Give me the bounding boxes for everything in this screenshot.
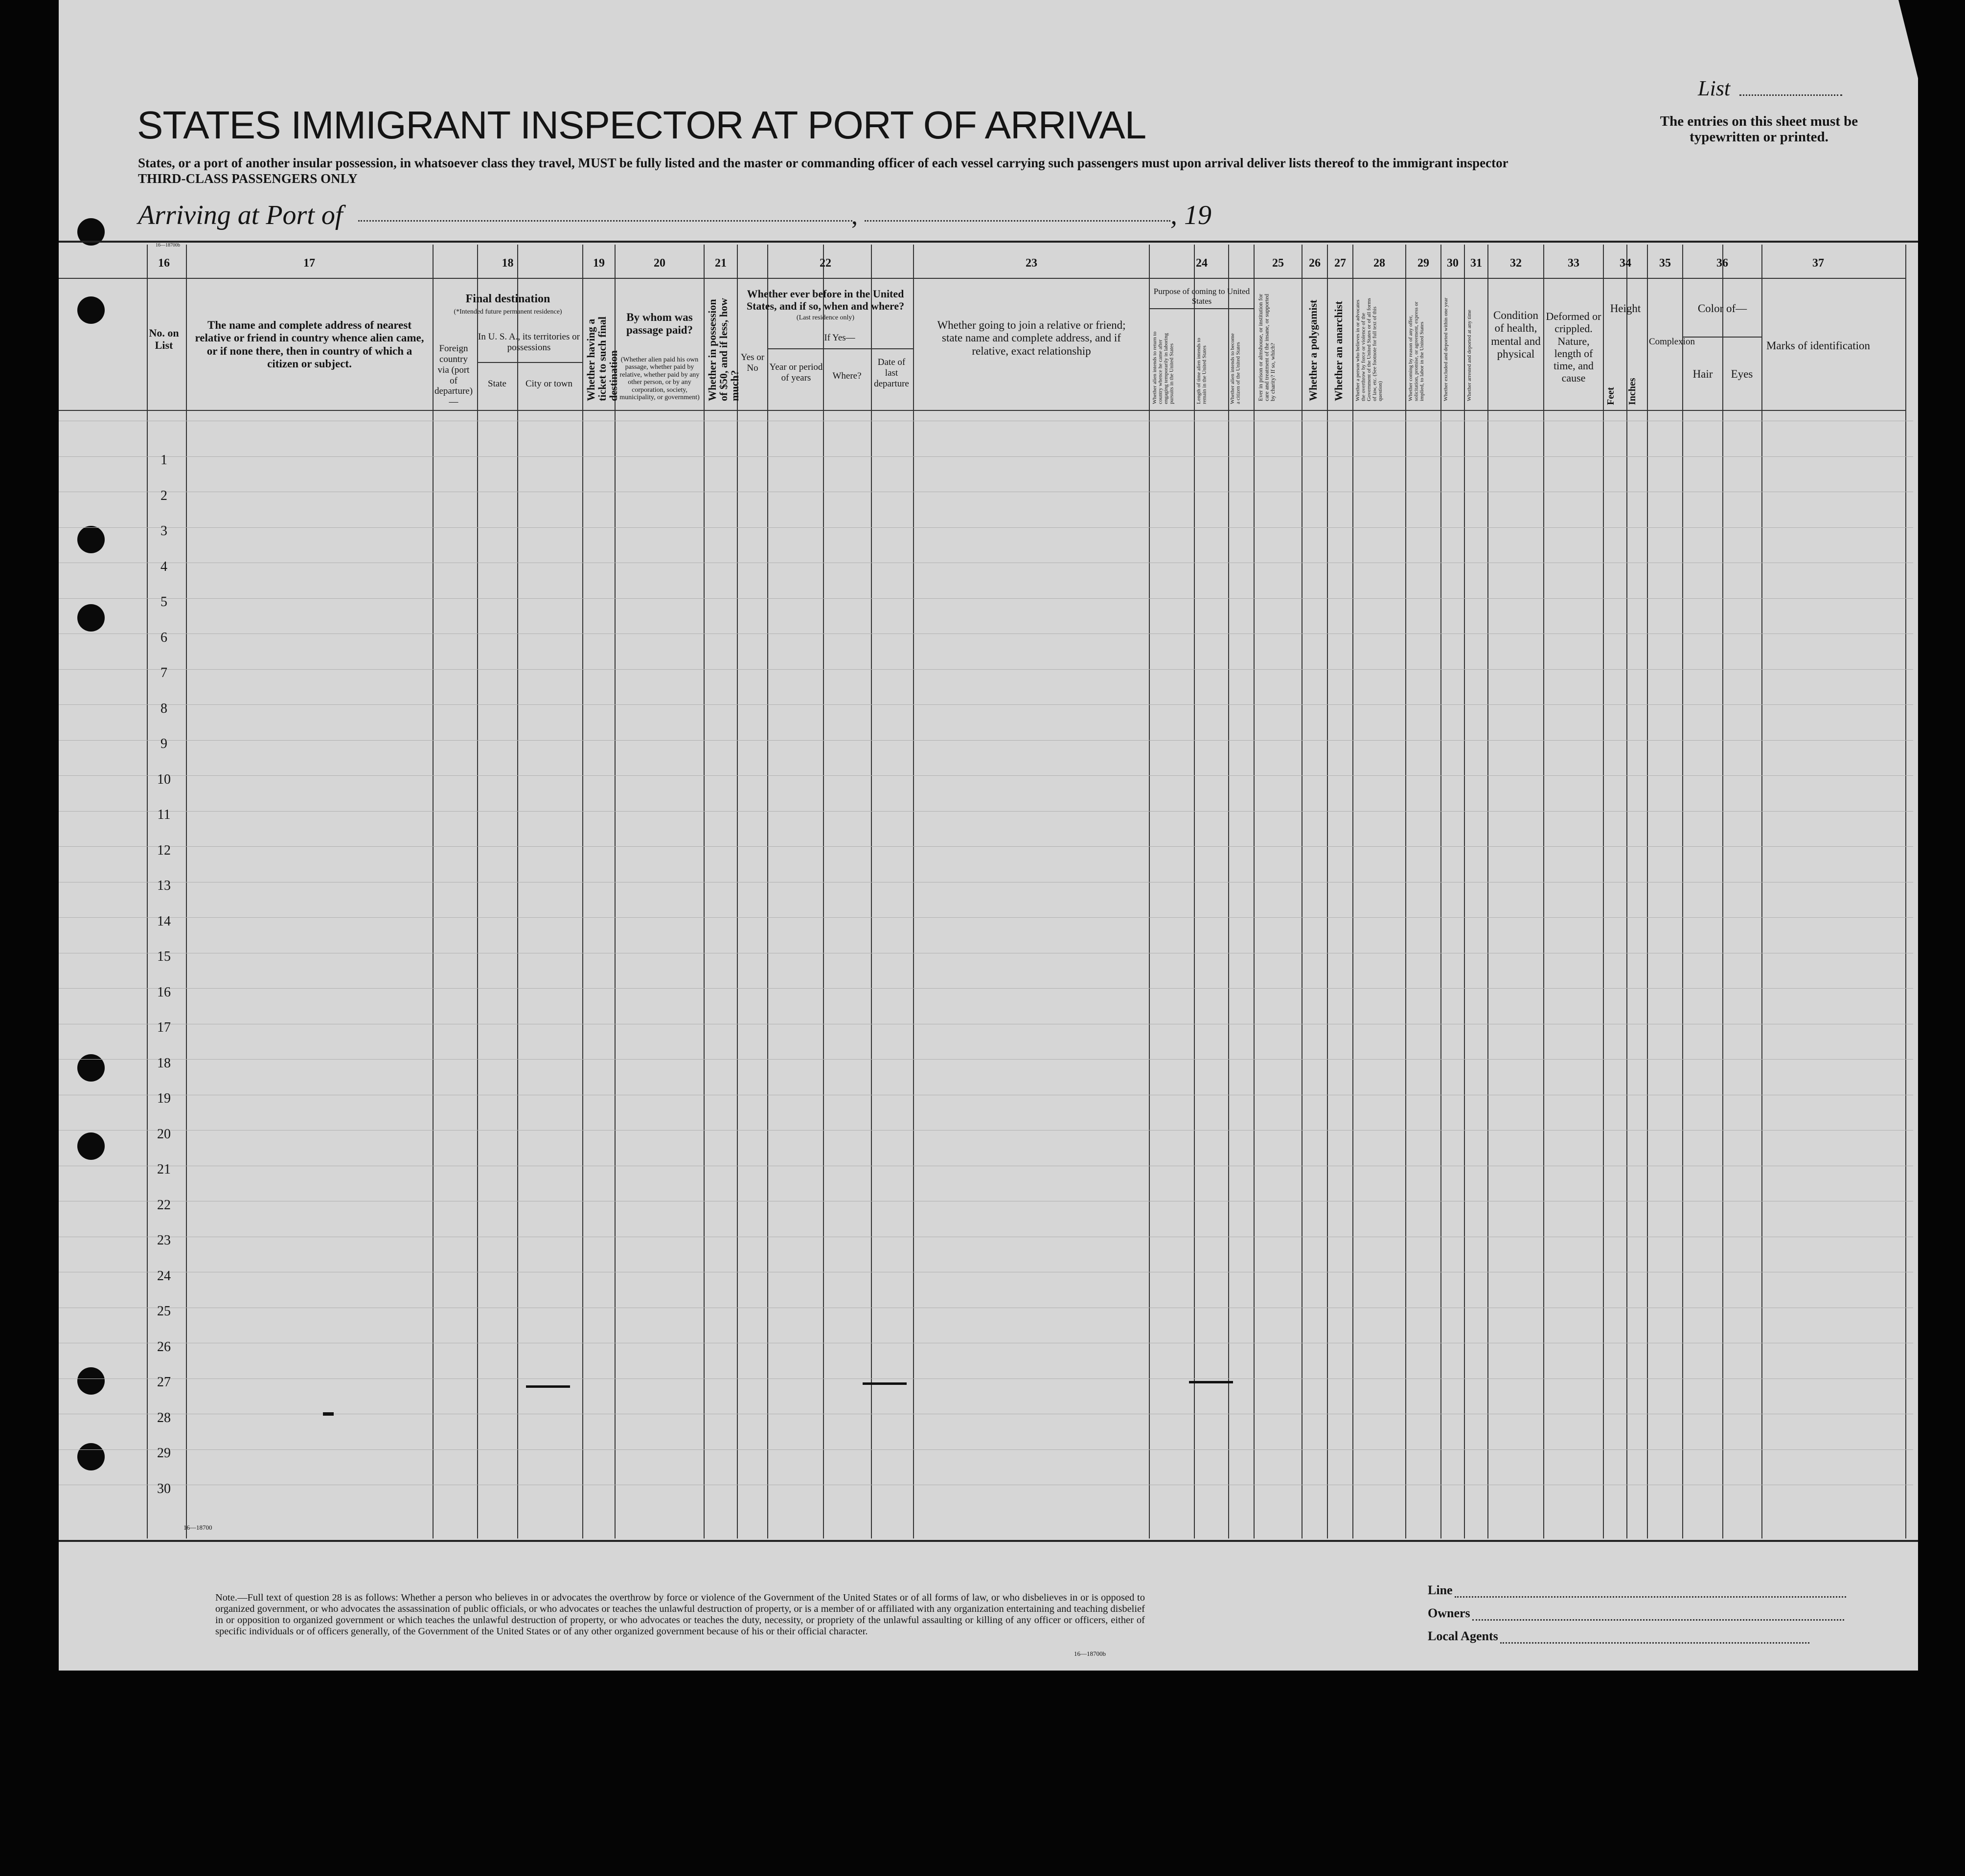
row-number: 28	[157, 1410, 171, 1425]
bottom-rule	[59, 1540, 1918, 1542]
col-25-header: Ever in prison or almshouse, or institution for care and treatment of the insane, or supported by charity? If so, which?	[1257, 294, 1277, 401]
row-number: 15	[157, 949, 171, 964]
col-30-num: 30	[1447, 257, 1459, 270]
passenger-class-label: THIRD-CLASS PASSENGERS ONLY	[138, 171, 358, 186]
row-number: 23	[157, 1233, 171, 1248]
row-number: 6	[160, 630, 167, 645]
col-22-subheader: (Last residence only)	[796, 314, 855, 321]
row-number: 3	[160, 523, 167, 539]
page-title: STATES IMMIGRANT INSPECTOR AT PORT OF ARRIVAL	[137, 103, 1146, 147]
col-22-date-header: Date of last departure	[874, 357, 909, 389]
binder-hole-icon	[77, 296, 105, 324]
date-field[interactable]	[865, 220, 1170, 222]
col-26-header: Whether a polygamist	[1307, 299, 1319, 401]
list-label: List	[1698, 76, 1731, 100]
row-number: 29	[157, 1446, 171, 1461]
row-number: 14	[157, 913, 171, 929]
col-34-num: 34	[1620, 257, 1631, 270]
row-number: 11	[157, 807, 171, 822]
line-label: Line	[1428, 1583, 1453, 1597]
col-21-num: 21	[715, 257, 727, 270]
col-33-num: 33	[1568, 257, 1579, 270]
row-number: 8	[160, 701, 167, 716]
col-21-header: Whether in possession of $50, and if less, how much?	[706, 298, 741, 401]
row-number: 13	[157, 878, 171, 893]
row-number: 19	[157, 1091, 171, 1106]
col-37-header: Marks of identification	[1766, 339, 1871, 352]
col-22-header: Whether ever before in the United States, and if so, when and where?	[746, 288, 905, 313]
col-19-num: 19	[593, 257, 605, 270]
col-32-header: Condition of health, mental and physical	[1491, 309, 1541, 361]
row-number: 12	[157, 842, 171, 858]
torn-corner	[1898, 0, 1918, 78]
col-23-header: Whether going to join a relative or friend; state name and complete address, and if relative, exact relationship	[937, 319, 1126, 357]
binder-hole-icon	[77, 1132, 105, 1160]
row-number: 27	[157, 1375, 171, 1390]
form-code-top: 16—18700b	[156, 243, 180, 248]
arriving-year: , 19	[1170, 200, 1211, 230]
col-20-subheader: (Whether alien paid his own passage, whether paid by relative, whether paid by any other person, or by any corporation, society, municipality, or government)	[619, 356, 700, 401]
row-number: 17	[157, 1020, 171, 1035]
col-18-subheader: (*Intended future permanent residence)	[454, 308, 562, 316]
col-18-num: 18	[502, 257, 514, 270]
col-22-num: 22	[820, 257, 831, 270]
arriving-comma: ,	[851, 202, 858, 230]
arriving-label: Arriving at Port of	[138, 200, 343, 230]
col-24-c-header: Whether alien intends to become a citizen of the United States	[1230, 333, 1241, 404]
owners-signature-row	[1428, 1606, 1844, 1621]
row-number: 5	[160, 594, 167, 610]
agents-field[interactable]	[1500, 1642, 1809, 1644]
pen-mark	[323, 1412, 334, 1416]
col-20-num: 20	[654, 257, 665, 270]
col-34-header: Height	[1610, 302, 1641, 315]
col-24-a-header: Whether alien intends to return to country whence he came after engaging temporarily in laboring pursuits in the United States	[1152, 331, 1175, 404]
col-18-city-header: City or town	[525, 379, 573, 389]
row-number: 16	[157, 984, 171, 1000]
row-number: 10	[157, 771, 171, 787]
line-field[interactable]	[1455, 1596, 1846, 1598]
binder-hole-icon	[77, 1443, 105, 1470]
row-number: 18	[157, 1055, 171, 1071]
col-18-usa-header: In U. S. A., its territories or possessions	[478, 332, 580, 353]
owners-label: Owners	[1428, 1606, 1470, 1620]
binder-hole-icon	[77, 526, 105, 553]
entries-note: The entries on this sheet must be typewritten or printed.	[1660, 113, 1858, 145]
col-19-header: Whether having a ticket to such final destination	[585, 316, 620, 401]
col-28-num: 28	[1373, 257, 1385, 270]
col-27-header: Whether an anarchist	[1332, 301, 1345, 401]
pen-mark	[863, 1382, 907, 1385]
col-30-header: Whether excluded and deported within one year	[1443, 297, 1449, 401]
manifest-sheet	[59, 0, 1918, 1671]
row-number: 25	[157, 1304, 171, 1319]
col-33-header: Deformed or crippled. Nature, length of time, and cause	[1546, 310, 1601, 384]
row-number: 20	[157, 1126, 171, 1142]
binder-hole-icon	[77, 604, 105, 632]
col-20-header: By whom was passage paid?	[626, 311, 693, 337]
col-34-inches-header: Inches	[1627, 378, 1638, 405]
col-17-num: 17	[303, 257, 315, 270]
col-22-ifyes-header: If Yes—	[824, 333, 855, 343]
col-18-header: Final destination	[465, 293, 550, 305]
col-35-header: Complexion	[1649, 337, 1695, 347]
row-number: 22	[157, 1197, 171, 1213]
col-17-header: The name and complete address of nearest relative or friend in country whence alien came, or if none there, then in country of which a citizen or subject.	[195, 319, 424, 370]
col-36-num: 36	[1716, 257, 1728, 270]
row-number: 1	[160, 452, 167, 468]
col-36-hair-header: Hair	[1692, 368, 1713, 380]
form-code: 16—18700	[183, 1524, 212, 1531]
col-24-b-header: Length of time alien intends to remain in the United States	[1196, 338, 1208, 404]
col-22-yesno-header: Yes or No	[740, 352, 765, 373]
col-29-num: 29	[1417, 257, 1429, 270]
port-field[interactable]	[358, 220, 852, 222]
binder-hole-icon	[77, 1054, 105, 1082]
col-36-header: Color of—	[1697, 302, 1747, 315]
col-18-state-header: State	[488, 379, 506, 389]
row-number: 21	[157, 1162, 171, 1177]
row-number: 9	[160, 736, 167, 751]
col-24-header: Purpose of coming to United States	[1153, 287, 1250, 306]
col-24-num: 24	[1196, 257, 1208, 270]
agents-label: Local Agents	[1428, 1629, 1498, 1643]
col-31-header: Whether arrested and deported at any time	[1466, 310, 1472, 401]
page-subtitle: States, or a port of another insular possession, in whatsoever class they travel, MUST be fully listed and the master or commanding officer of each vessel carrying such passengers must upon arrival deliver lists thereof to the immigrant inspector	[138, 156, 1508, 170]
line-signature-row	[1428, 1583, 1846, 1598]
col-34-feet-header: Feet	[1605, 387, 1616, 405]
row-number: 2	[160, 488, 167, 503]
col-27-num: 27	[1334, 257, 1346, 270]
row-number: 26	[157, 1339, 171, 1355]
col-22-where-header: Where?	[832, 371, 862, 381]
col-25-num: 25	[1272, 257, 1284, 270]
pen-mark	[1189, 1381, 1233, 1383]
row-number: 4	[160, 559, 167, 574]
arriving-port-row	[138, 196, 1263, 230]
col-37-num: 37	[1812, 257, 1824, 270]
owners-field[interactable]	[1472, 1619, 1844, 1621]
col-31-num: 31	[1470, 257, 1482, 270]
col-23-num: 23	[1026, 257, 1037, 270]
col-36-eyes-header: Eyes	[1731, 368, 1753, 380]
col-16-num: 16	[158, 257, 170, 270]
top-rule	[59, 241, 1918, 243]
col-16-header: No. on List	[149, 327, 179, 352]
col-29-header: Whether coming by reason of any offer, solicitation, promise, or agreement, express or implied, to labor in the United States	[1408, 301, 1425, 401]
row-number: 7	[160, 665, 167, 680]
col-32-num: 32	[1510, 257, 1522, 270]
agents-signature-row	[1428, 1629, 1809, 1644]
col-28-header: Whether a person who believes in or advocates the overthrow by force or violence of the Government of the United States or of all forms of law, etc. (See footnote for full text of this question)	[1355, 298, 1384, 401]
col-22-years-header: Year or period of years	[769, 362, 823, 383]
pen-mark	[526, 1385, 570, 1388]
footnote-q28: Note.—Full text of question 28 is as follows: Whether a person who believes in or advocates the overthrow by force or violence of the Government of the United States or of all forms of law, or who disbelieves in or is opposed to organized government, or who advocates the assassination of public officials, or who advocates or teaches the unlawful destruction of property, or is a member of or affiliated with any organization entertaining and teaching disbelief in or opposition to organized government or which teaches the unlawful destruction of property, or who advocates or teaches the duty, necessity, or propriety of the unlawful assaulting or killing of any officer or officers, either of specific individuals or of officers generally, of the Government of the United States or of any other organized government because of his or their official character.	[215, 1592, 1145, 1637]
binder-hole-icon	[77, 1367, 105, 1395]
list-number-field[interactable]	[1739, 94, 1842, 96]
row-number: 30	[157, 1481, 171, 1496]
col-18-foreign-header: Foreign country via (port of departure)—	[434, 343, 473, 407]
col-35-num: 35	[1659, 257, 1671, 270]
col-26-num: 26	[1309, 257, 1321, 270]
row-number: 24	[157, 1268, 171, 1284]
footnote-code: 16—18700b	[1074, 1650, 1106, 1657]
